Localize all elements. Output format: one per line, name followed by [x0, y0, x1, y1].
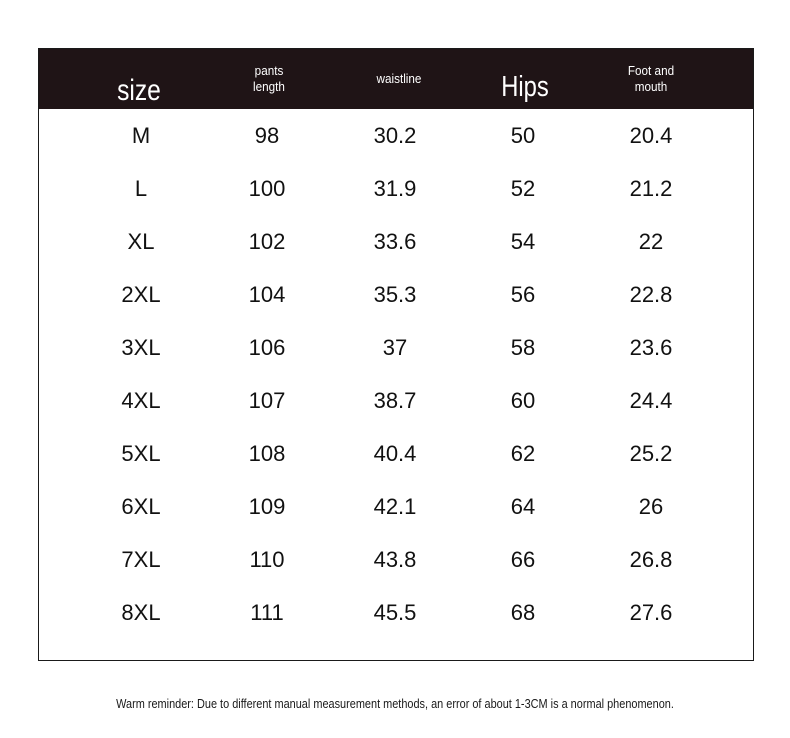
table-cell: 106: [248, 335, 286, 360]
table-row: [39, 586, 753, 639]
table-cell: 5XL: [121, 441, 161, 466]
warm-reminder-note: Warm reminder: Due to different manual measurement methods, an error of about 1-3CM is a normal phenomenon.: [116, 696, 674, 711]
table-row: [39, 533, 753, 586]
table-cell: 45.5: [373, 600, 417, 625]
table-cell: 37: [382, 335, 408, 360]
header-pants-length-label: pants length: [253, 62, 285, 94]
table-cell: 108: [248, 441, 286, 466]
table-cell: 56: [510, 282, 536, 307]
table-cell: L: [134, 176, 148, 201]
header-hips: [468, 49, 583, 109]
header-waistline: [336, 49, 462, 109]
table-cell: 109: [248, 494, 286, 519]
table-row: [39, 321, 753, 374]
table-cell: 23.6: [629, 335, 673, 360]
table-cell: 4XL: [121, 388, 161, 413]
table-cell: 68: [510, 600, 536, 625]
table-row: [39, 268, 753, 321]
header-foot-mouth-label: Foot and mouth: [627, 62, 675, 94]
table-cell: 111: [250, 600, 284, 625]
table-cell: XL: [127, 229, 155, 254]
header-hips-label: Hips: [501, 70, 549, 103]
table-cell: 27.6: [629, 600, 673, 625]
table-cell: 8XL: [121, 600, 161, 625]
size-chart-table: [38, 48, 754, 661]
table-cell: 58: [510, 335, 536, 360]
table-cell: 26.8: [629, 547, 673, 572]
header-pants-length: [206, 49, 332, 109]
table-cell: 62: [510, 441, 536, 466]
table-cell: 3XL: [121, 335, 161, 360]
table-cell: 107: [248, 388, 286, 413]
table-row: [39, 215, 753, 268]
table-cell: 54: [510, 229, 536, 254]
table-cell: 104: [248, 282, 286, 307]
header-foot-mouth: [588, 49, 714, 109]
table-cell: 52: [510, 176, 536, 201]
header-size: [82, 49, 197, 109]
table-cell: 40.4: [373, 441, 417, 466]
table-cell: 20.4: [629, 123, 673, 148]
table-cell: 22: [638, 229, 664, 254]
table-cell: 102: [248, 229, 286, 254]
table-cell: 35.3: [373, 282, 417, 307]
table-row: [39, 374, 753, 427]
table-row: [39, 427, 753, 480]
header-size-label: size: [117, 73, 161, 107]
table-cell: 21.2: [629, 176, 673, 201]
table-cell: 22.8: [629, 282, 673, 307]
table-cell: 60: [510, 388, 536, 413]
table-cell: 33.6: [373, 229, 417, 254]
table-cell: 2XL: [121, 282, 161, 307]
table-cell: 43.8: [373, 547, 417, 572]
table-row: [39, 109, 753, 162]
table-cell: 26: [638, 494, 664, 519]
table-cell: 38.7: [373, 388, 417, 413]
table-header: [39, 49, 753, 109]
table-cell: 66: [510, 547, 536, 572]
table-cell: 25.2: [629, 441, 673, 466]
table-cell: 30.2: [373, 123, 417, 148]
table-row: [39, 480, 753, 533]
table-cell: 24.4: [629, 388, 673, 413]
table-row: [39, 162, 753, 215]
table-cell: 42.1: [373, 494, 417, 519]
table-cell: 64: [510, 494, 536, 519]
table-cell: 100: [248, 176, 286, 201]
table-cell: 98: [254, 123, 280, 148]
table-cell: 7XL: [121, 547, 161, 572]
header-waistline-label: waistline: [376, 70, 422, 86]
table-cell: 31.9: [373, 176, 417, 201]
table-cell: 50: [510, 123, 536, 148]
table-cell: 6XL: [121, 494, 161, 519]
table-cell: 110: [249, 547, 285, 572]
table-cell: M: [131, 123, 151, 148]
